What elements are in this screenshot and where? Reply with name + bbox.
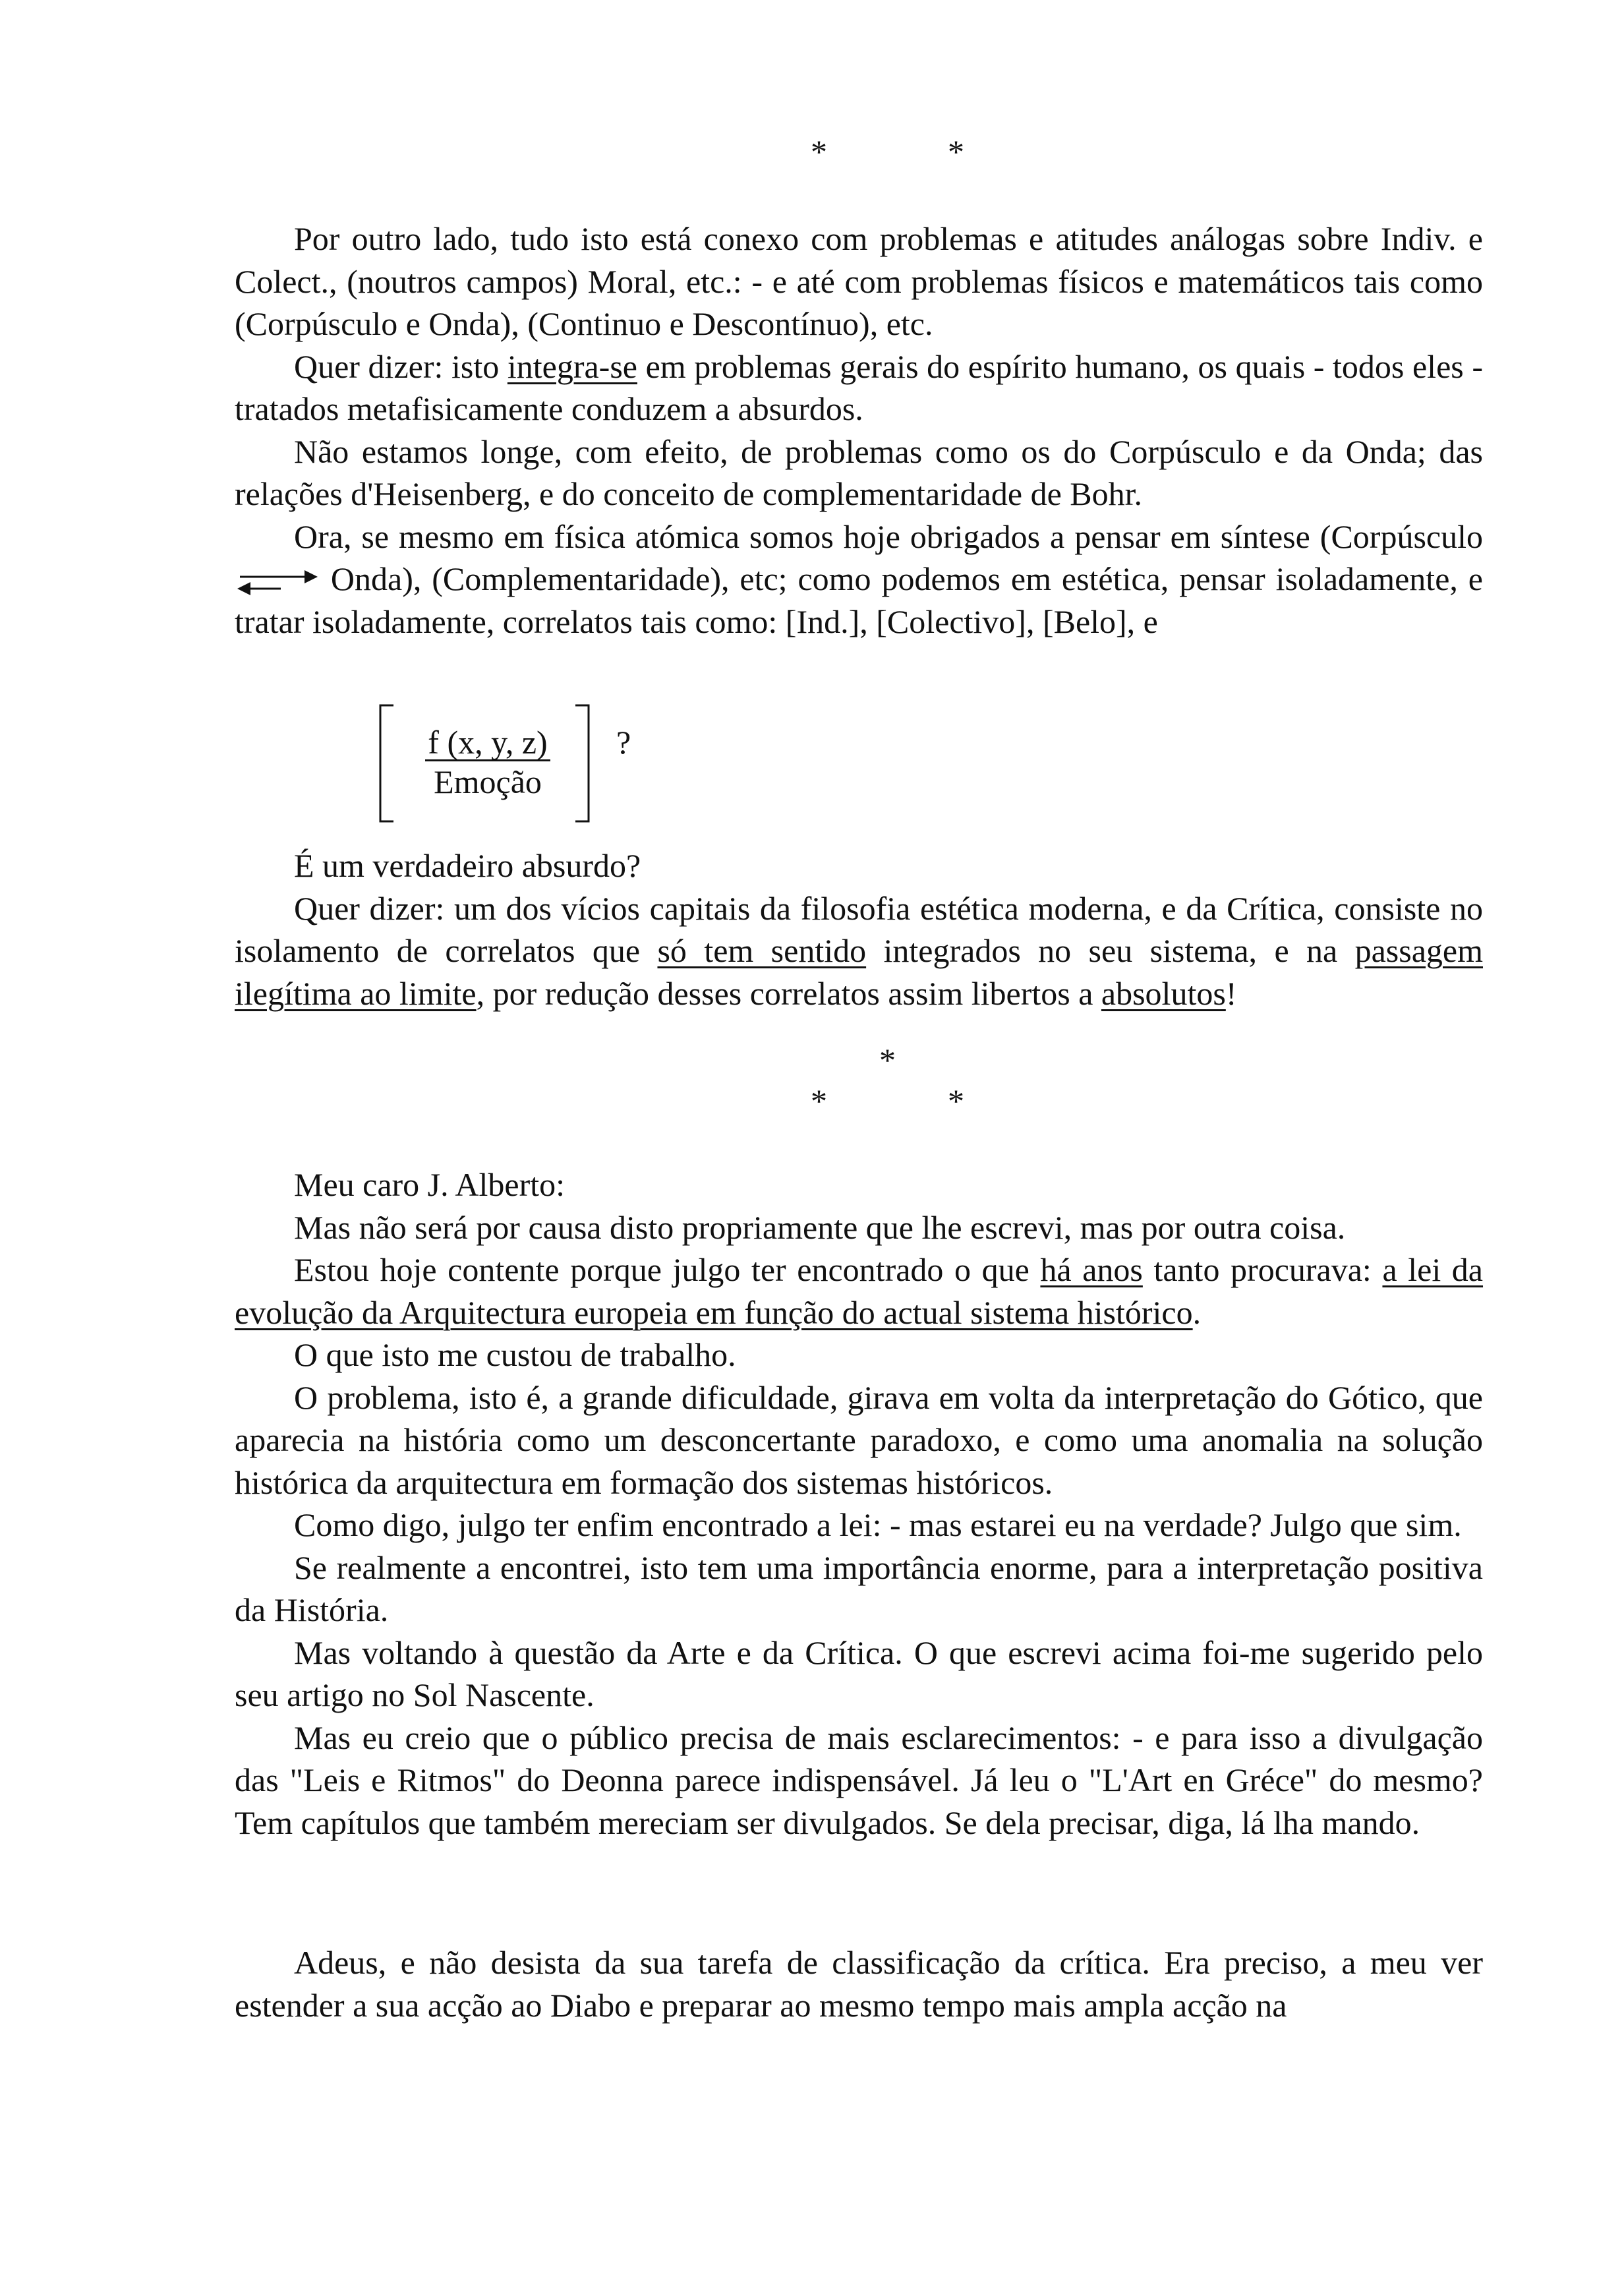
paragraph-vicios: Quer dizer: um dos vícios capitais da filosofia estética moderna, e da Crítica, consiste no isolamento de correlatos que só tem sentido integrados no seu sistema, e na passagem ilegítima ao limite, por redução desses correlatos assim libertos a absolutos! bbox=[235, 889, 1483, 1012]
divider-star-top: * bbox=[879, 1042, 896, 1078]
underlined-absolutos: absolutos bbox=[1101, 974, 1226, 1012]
letter-body bbox=[235, 1163, 1483, 1844]
letter-salutation: Meu caro J. Alberto: bbox=[294, 1166, 566, 1203]
letter-paragraph-7: Mas voltando à questão da Arte e da Crítica. O que escrevi acima foi-me sugerido pelo seu artigo no Sol Nascente. bbox=[235, 1633, 1483, 1713]
section-stars-left: * bbox=[811, 133, 827, 170]
formula-question-mark: ? bbox=[616, 724, 631, 761]
paragraph-absurdo: É um verdadeiro absurdo? bbox=[294, 847, 641, 884]
letter-paragraph-6: Se realmente a encontrei, isto tem uma importância enorme, para a interpretação positiva da História. bbox=[235, 1548, 1483, 1628]
letter-paragraph-1: Mas não será por causa disto propriamente que lhe escrevi, mas por outra coisa. bbox=[294, 1208, 1346, 1246]
letter-paragraph-2: Estou hoje contente porque julgo ter encontrado o que há anos tanto procurava: a lei da evolução da Arquitectura europeia em função do actual sistema histórico. bbox=[235, 1251, 1484, 1331]
divider-star-right: * bbox=[948, 1082, 964, 1119]
letter-paragraph-3: O que isto me custou de trabalho. bbox=[294, 1336, 736, 1373]
underlined-so-tem-sentido: só tem sentido bbox=[657, 932, 867, 969]
underlined-lei-evolucao: a lei da evolução da Arquitectura europeia em função do actual sistema histórico bbox=[235, 1251, 1484, 1331]
letter-closing bbox=[235, 1941, 1483, 2026]
section-one-text bbox=[235, 218, 1483, 643]
underlined-integra-se: integra-se bbox=[507, 347, 637, 385]
formula-denominator: Emoção bbox=[434, 763, 542, 800]
underlined-passagem: passagem ilegítima ao limite bbox=[235, 932, 1483, 1012]
formula-fraction bbox=[419, 722, 557, 802]
letter-paragraph-9: Adeus, e não desista da sua tarefa de classificação da crítica. Era preciso, a meu ver estender a sua acção ao Diabo e preparar ao mesmo tempo mais ampla acção na bbox=[235, 1944, 1483, 2024]
paragraph-integra: Quer dizer: isto integra-se em problemas gerais do espírito humano, os quais - todos eles - tratados metafisicamente conduzem a absurdos. bbox=[235, 347, 1483, 427]
formula-numerator: f (x, y, z) bbox=[425, 725, 550, 761]
letter-paragraph-4: O problema, isto é, a grande dificuldade, girava em volta da interpretação do Gótico, que aparecia na história como um desconcertante paradoxo, e como uma anomalia na solução histórica da arquitectura em formação dos sistemas históricos. bbox=[235, 1378, 1483, 1501]
formula-bracket bbox=[379, 704, 656, 823]
paragraph-heisenberg: Não estamos longe, com efeito, de problemas como os do Corpúsculo e da Onda; das relações d'Heisenberg, e do conceito de complementaridade de Bohr. bbox=[235, 432, 1483, 512]
double-arrow-icon bbox=[235, 566, 320, 599]
underlined-ha-anos: há anos bbox=[1040, 1251, 1143, 1288]
paragraph-sintese: Ora, se mesmo em física atómica somos hoje obrigados a pensar em síntese (Corpúsculo Onda), (Complementaridade), etc; como podemos em estética, pensar isoladamente, e tratar isoladamente, correlatos tais como: [Ind.], [Colectivo], [Belo], e bbox=[235, 517, 1483, 640]
section-one-conclusion bbox=[235, 844, 1483, 1015]
letter-paragraph-8: Mas eu creio que o público precisa de mais esclarecimentos: - e para isso a divulgação das "Leis e Ritmos" do Deonna parece indispensável. Já leu o "L'Art en Gréce" do mesmo? Tem capítulos que também mereciam ser divulgados. Se dela precisar, diga, lá lha mando. bbox=[235, 1719, 1483, 1841]
divider-star-left: * bbox=[811, 1082, 827, 1119]
section-stars-right: * bbox=[948, 133, 964, 170]
letter-paragraph-5: Como digo, julgo ter enfim encontrado a lei: - mas estarei eu na verdade? Julgo que sim. bbox=[294, 1506, 1462, 1543]
paragraph-conexo: Por outro lado, tudo isto está conexo com problemas e atitudes análogas sobre Indiv. e Colect., (noutros campos) Moral, etc.: - e até com problemas físicos e matemáticos tais como (Corpúsculo e Onda), (Continuo e Descontínuo), etc. bbox=[235, 220, 1483, 342]
